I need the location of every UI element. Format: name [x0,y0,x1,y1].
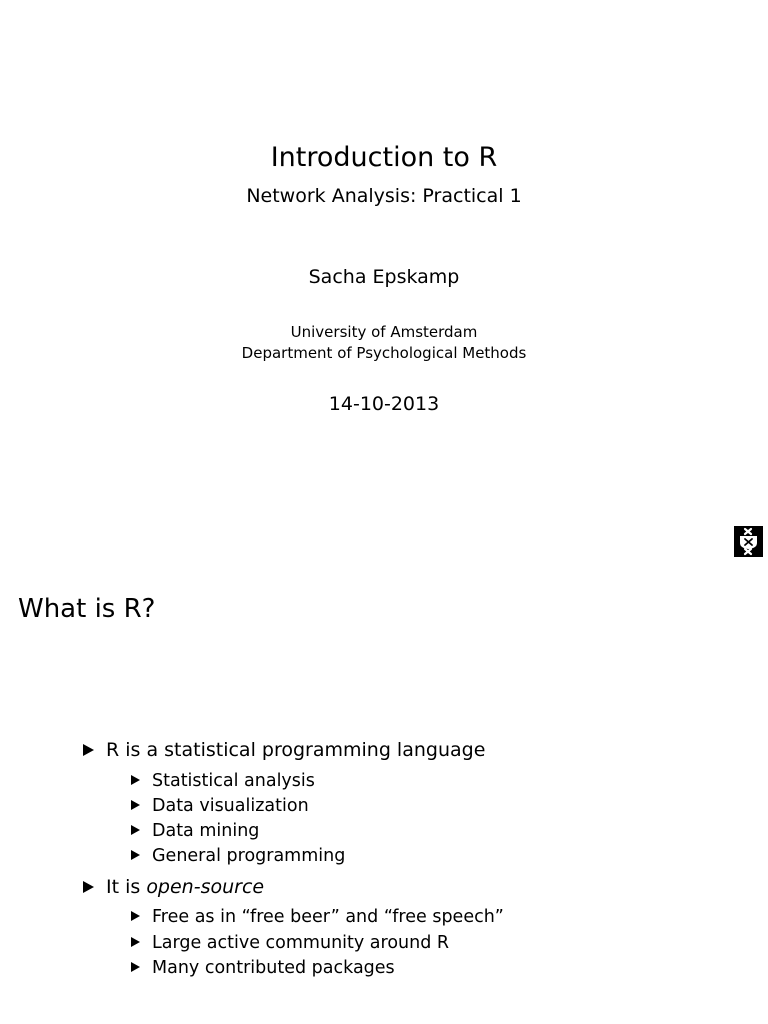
bullet-triangle-icon [131,850,140,860]
list-item [83,876,264,898]
content-slide [0,576,768,1024]
uva-logo-icon [734,526,763,557]
sub-list-item-text: Large active community around R [152,933,450,953]
institution-line-2: Department of Psychological Methods [241,344,527,362]
list-item-emphasis: open-source [146,876,265,898]
sub-list-item-text: Statistical analysis [152,771,315,791]
bullet-triangle-icon [83,744,94,756]
sub-list-item [131,846,345,866]
bullet-triangle-icon [131,937,140,947]
sub-list-item-text: Data visualization [152,796,309,816]
institution [0,322,768,364]
author-name: Sacha Epskamp [308,266,460,288]
bullet-triangle-icon [131,775,140,785]
sub-list-item [131,796,309,816]
sub-list-item [131,958,395,978]
frame-title: What is R? [18,594,156,624]
bullet-triangle-icon [83,881,94,893]
sub-list-item-text: Many contributed packages [152,958,395,978]
bullet-triangle-icon [131,825,140,835]
presentation-title: Introduction to R [270,142,498,173]
institution-line-1: University of Amsterdam [290,323,478,341]
bullet-triangle-icon [131,800,140,810]
sub-list-item-text: Data mining [152,821,260,841]
sub-list-item [131,933,449,953]
sub-list-item [131,821,259,841]
sub-list-item [131,771,315,791]
bullet-triangle-icon [131,962,140,972]
list-item-text: R is a statistical programming language [106,739,486,761]
sub-list-item-text: General programming [152,846,346,866]
sub-list-item [131,907,504,927]
presentation-subtitle: Network Analysis: Practical 1 [246,185,522,207]
presentation-date: 14-10-2013 [328,393,440,415]
list-item-text: It is [106,876,147,898]
list-item [83,739,485,761]
bullet-triangle-icon [131,911,140,921]
sub-list-item-text: Free as in “free beer” and “free speech” [152,907,504,927]
